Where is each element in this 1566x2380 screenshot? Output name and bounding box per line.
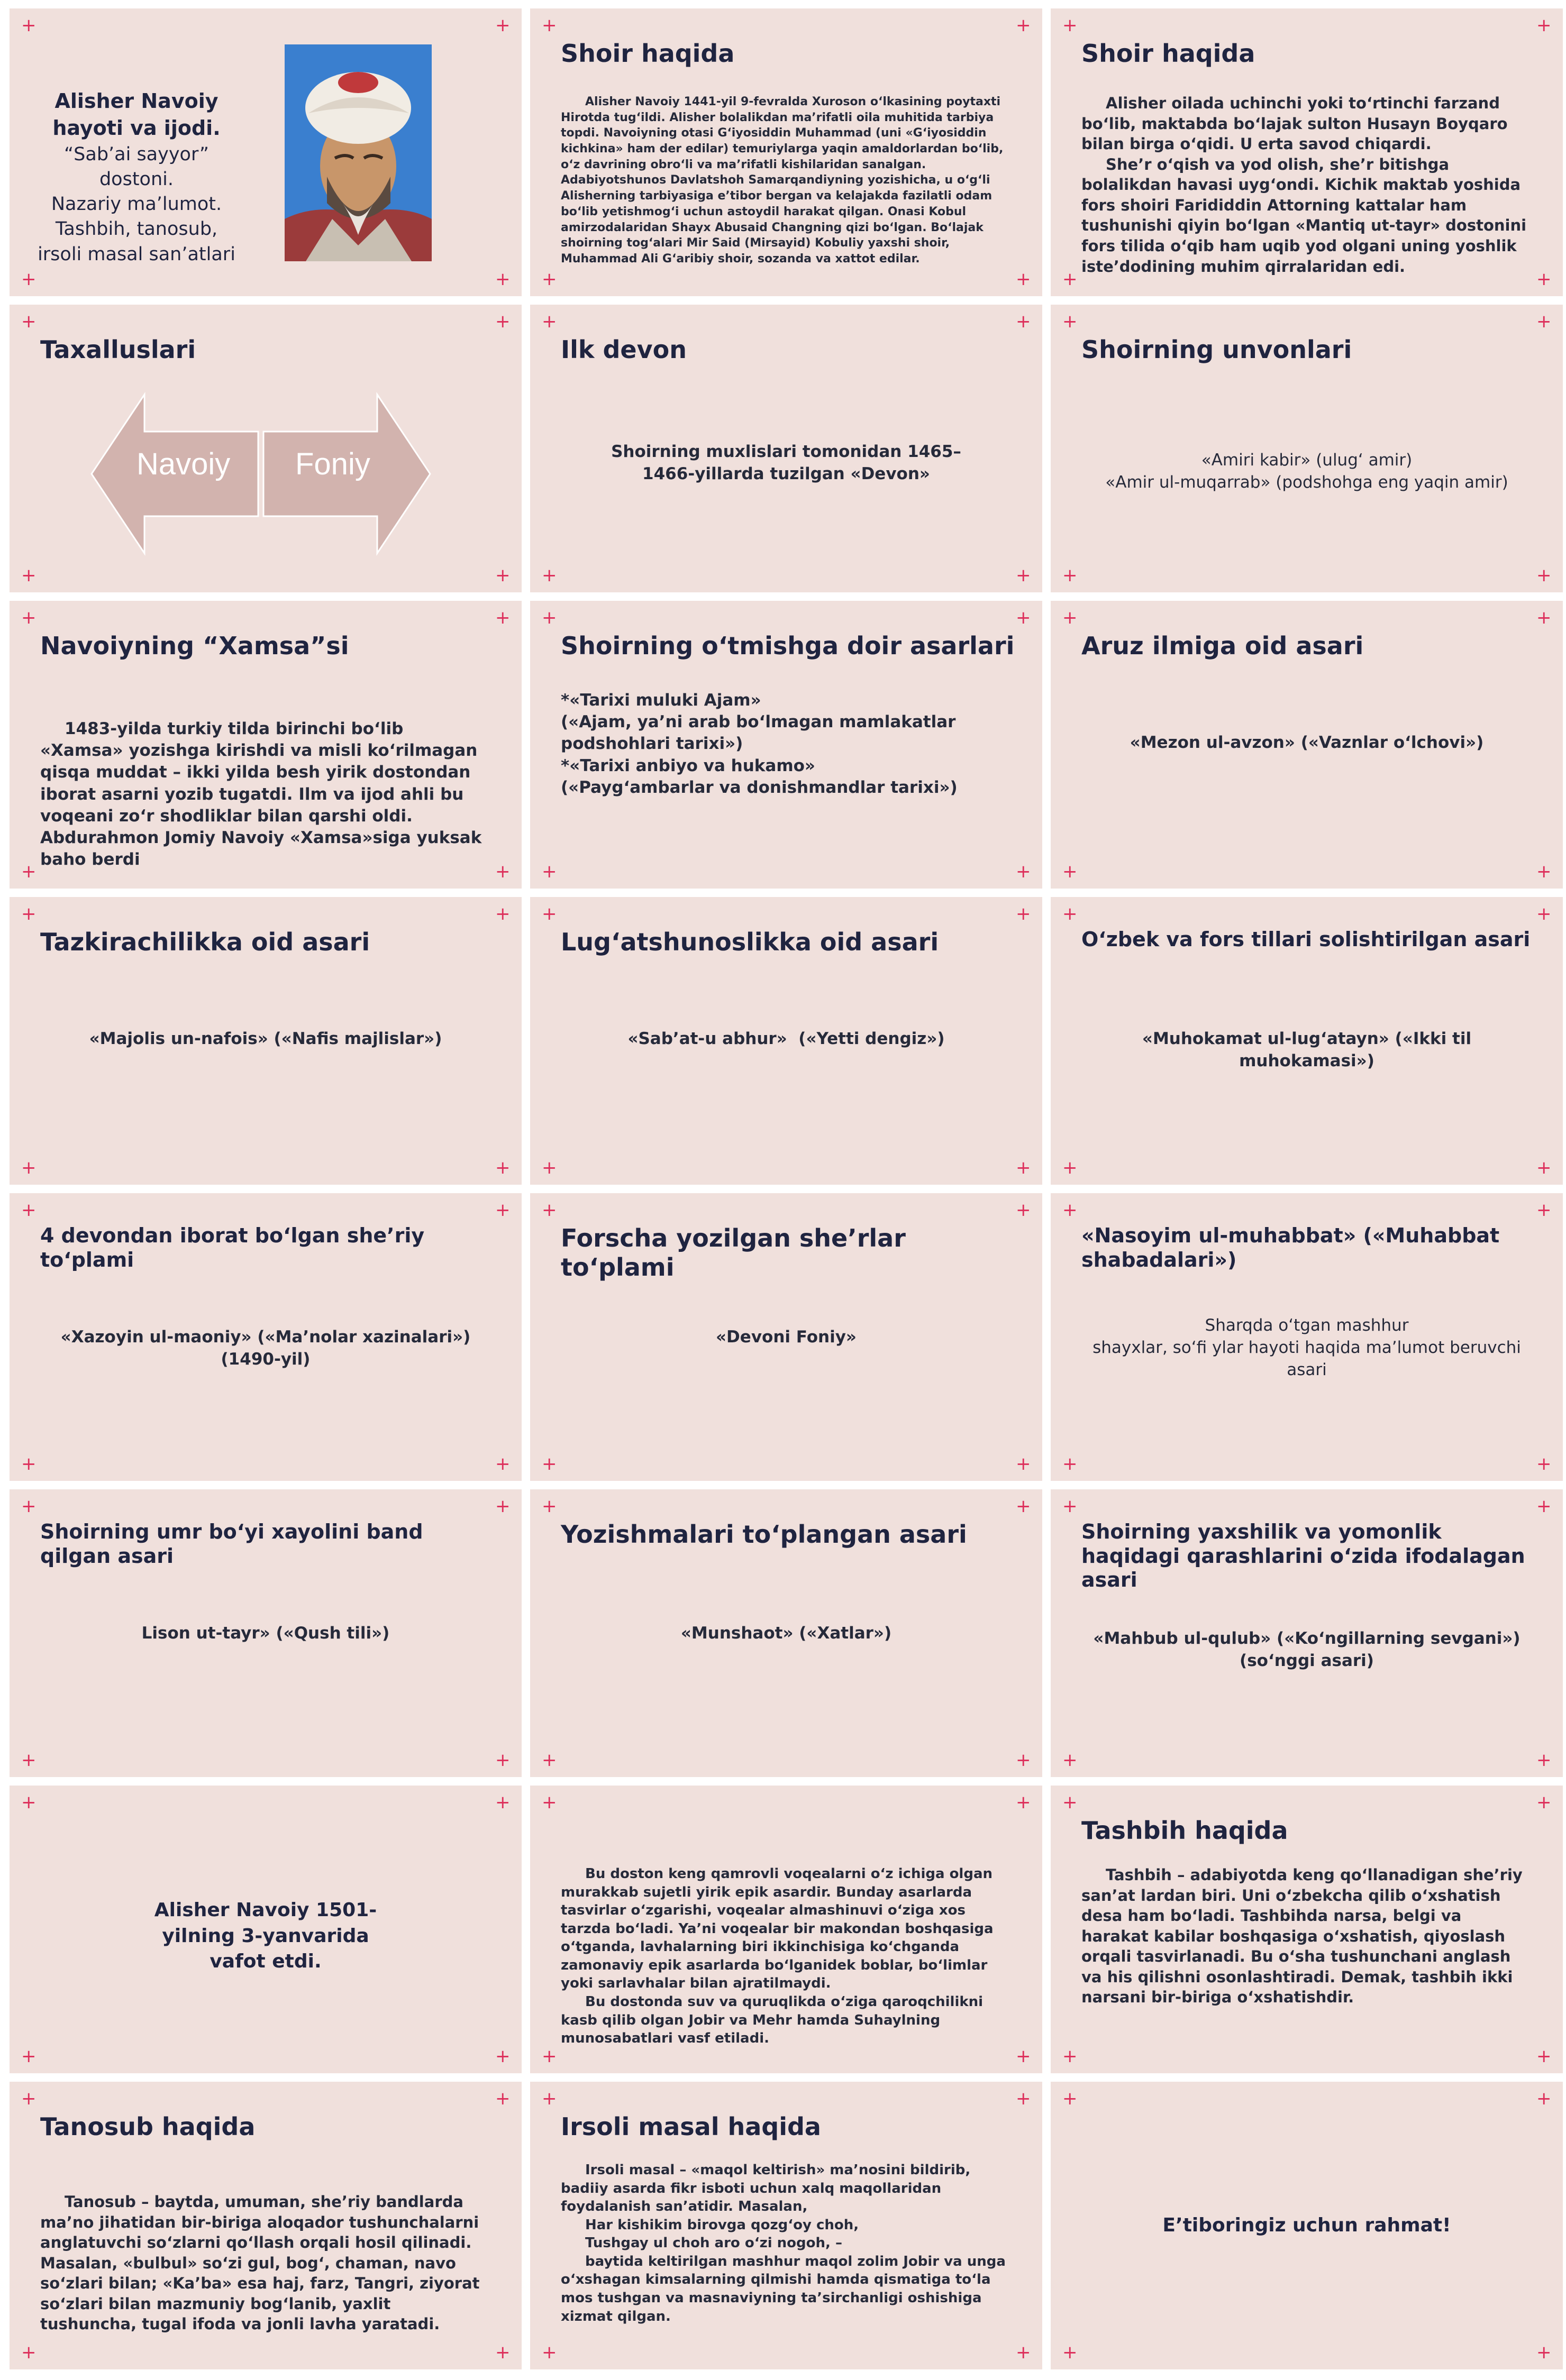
plus-icon: + <box>1062 1792 1078 1813</box>
plus-icon: + <box>1536 1496 1552 1517</box>
plus-icon: + <box>21 565 37 586</box>
plus-icon: + <box>542 903 557 924</box>
slide-17-title: Yozishmalari to‘plangan asari <box>561 1520 967 1549</box>
plus-icon: + <box>1016 1792 1031 1813</box>
slide-3-paragraph: Alisher oilada uchinchi yoki to‘rtinchi farzand bo‘lib, maktabda bo‘lajak sulton Husayn Boyqaro bilan birga o‘qidi. U erta savod chiqardi. <box>1081 94 1508 153</box>
slide-21-title: Tashbih haqida <box>1081 1816 1288 1845</box>
slide-2[interactable] <box>530 8 1042 296</box>
slide-22-title: Tanosub haqida <box>40 2112 256 2141</box>
slide-7-title: Navoiyning “Xamsa”si <box>40 631 349 660</box>
slide-6-body <box>1082 450 1531 494</box>
slide-2-title: Shoir haqida <box>561 39 735 68</box>
plus-icon: + <box>542 1453 557 1475</box>
plus-icon: + <box>21 1157 37 1178</box>
slide-20-body <box>561 1865 1010 2048</box>
slide-1-title: Alisher Navoiy hayoti va ijodi. <box>52 89 221 140</box>
plus-icon: + <box>21 1750 37 1771</box>
slide-11[interactable] <box>530 897 1042 1185</box>
plus-icon: + <box>542 2088 557 2109</box>
arrow-label-navoiy: Navoiy <box>136 447 231 481</box>
quote-line: Har kishikim birovga qozg‘oy choh, <box>585 2217 859 2233</box>
slide-10[interactable] <box>10 897 522 1185</box>
slide-13-body: «Xazoyin ul-maoniy» («Ma’nolar xazinalari») (1490-yil) <box>60 1328 471 1369</box>
slide-22-body: Tanosub – baytda, umuman, she’riy bandlarda ma’no jihatidan bir-biriga aloqador tushunchalarni anglatuvchi so‘zlarni qo‘llash orqali hosil qilinadi. Masalan, «bulbul» so‘zi gul, bog‘, chaman, navo so‘zlari bilan; «Ka’ba» esa haj, farz, Tangri, ziyorat so‘zlari bilan mazmuniy bog‘lanib, yaxlit tushuncha, tugal ifoda va jonli lavha yaratadi. <box>40 2193 480 2333</box>
slide-3-title: Shoir haqida <box>1081 39 1255 68</box>
plus-icon: + <box>1536 903 1552 924</box>
plus-icon: + <box>1062 903 1078 924</box>
slide-11-title: Lug‘atshunoslikka oid asari <box>561 928 939 956</box>
work-line: *«Tarixi anbiyo va hukamo» <box>561 756 815 775</box>
plus-icon: + <box>495 269 511 290</box>
plus-icon: + <box>1062 861 1078 882</box>
plus-icon: + <box>495 15 511 36</box>
plus-icon: + <box>1016 861 1031 882</box>
slide-17[interactable] <box>530 1489 1042 1777</box>
plus-icon: + <box>1062 15 1078 36</box>
slide-10-body: «Majolis un-nafois» («Nafis majlislar») <box>89 1029 442 1048</box>
slide-18-body <box>1082 1628 1531 1672</box>
plus-icon: + <box>1016 2088 1031 2109</box>
slide-1[interactable] <box>10 8 522 296</box>
plus-icon: + <box>1062 2046 1078 2067</box>
slide-8[interactable] <box>530 601 1042 889</box>
plus-icon: + <box>542 311 557 332</box>
slide-20-paragraph: Bu dostonda suv va quruqlikda o‘ziga qaroqchilikni kasb qilib olgan Jobir va Mehr hamda Suhaylning munosabatlari vasf etiladi. <box>561 1994 984 2047</box>
work-line: («Payg‘ambarlar va donishmandlar tarixi») <box>561 777 958 797</box>
plus-icon: + <box>542 607 557 628</box>
plus-icon: + <box>542 15 557 36</box>
slide-4-title: Taxalluslari <box>40 335 196 364</box>
plus-icon: + <box>21 2088 37 2109</box>
plus-icon: + <box>542 861 557 882</box>
slide-1-text <box>31 88 242 267</box>
plus-icon: + <box>21 1496 37 1517</box>
title-line: «Amir ul-muqarrab» (podshohga eng yaqin amir) <box>1105 472 1508 492</box>
slide-1-line: Tashbih, tanosub, irsoli masal san’atlari <box>38 218 235 265</box>
plus-icon: + <box>21 861 37 882</box>
slide-24[interactable] <box>1051 2082 1563 2369</box>
plus-icon: + <box>542 2046 557 2067</box>
plus-icon: + <box>495 1157 511 1178</box>
plus-icon: + <box>1062 1200 1078 1221</box>
slide-1-line: “Sab’ai sayyor” dostoni. <box>64 143 209 190</box>
work-line: (so‘nggi asari) <box>1240 1651 1374 1670</box>
plus-icon: + <box>542 565 557 586</box>
plus-icon: + <box>1016 269 1031 290</box>
plus-icon: + <box>1016 1157 1031 1178</box>
slide-24-body: E’tiboringiz uchun rahmat! <box>1162 2214 1451 2236</box>
plus-icon: + <box>1016 1200 1031 1221</box>
description-line: shayxlar, so‘fi ylar hayoti haqida ma’lumot beruvchi asari <box>1092 1338 1521 1379</box>
plus-icon: + <box>1536 565 1552 586</box>
plus-icon: + <box>1536 1792 1552 1813</box>
plus-icon: + <box>21 15 37 36</box>
plus-icon: + <box>1536 15 1552 36</box>
plus-icon: + <box>495 1496 511 1517</box>
plus-icon: + <box>1536 861 1552 882</box>
plus-icon: + <box>1016 565 1031 586</box>
plus-icon: + <box>542 1496 557 1517</box>
slide-6[interactable] <box>1051 305 1563 592</box>
slide-5[interactable] <box>530 305 1042 592</box>
plus-icon: + <box>1536 1200 1552 1221</box>
plus-icon: + <box>21 2046 37 2067</box>
slide-5-body: Shoirning muxlislari tomonidan 1465–1466-yillarda tuzilgan «Devon» <box>611 442 961 483</box>
description-line: Sharqda o‘tgan mashhur <box>1205 1316 1409 1335</box>
slide-1-line: Nazariy ma’lumot. <box>51 194 222 215</box>
slide-16-title: Shoirning umr bo‘yi xayolini band qilgan asari <box>40 1520 423 1568</box>
slide-23[interactable] <box>530 2082 1042 2369</box>
plus-icon: + <box>1062 1750 1078 1771</box>
slide-6-title: Shoirning unvonlari <box>1081 335 1352 364</box>
slide-13[interactable] <box>10 1193 522 1481</box>
slide-3-body <box>1081 93 1531 277</box>
plus-icon: + <box>1016 2046 1031 2067</box>
plus-icon: + <box>495 2088 511 2109</box>
plus-icon: + <box>21 1453 37 1475</box>
slide-5-title: Ilk devon <box>561 335 687 364</box>
plus-icon: + <box>1536 2088 1552 2109</box>
plus-icon: + <box>21 903 37 924</box>
slide-17-body: «Munshaot» («Xatlar») <box>680 1624 892 1643</box>
slide-21-body: Tashbih – adabiyotda keng qo‘llanadigan she’riy san’at lardan biri. Uni o‘zbekcha qilib o‘xshatish desa ham bo‘ladi. Tashbihda narsa, belgi va harakat kabilar boshqasiga o‘xshatish, qiyoslash orqali tasvirlanadi. Bu o‘sha tushunchani anglash va his qilishni osonlashtiradi. Demak, tashbih ikki narsani bir-biriga o‘xshatishdir. <box>1081 1866 1523 2007</box>
title-line: «Amiri kabir» (ulug‘ amir) <box>1201 451 1413 470</box>
plus-icon: + <box>542 2342 557 2363</box>
plus-icon: + <box>1536 1750 1552 1771</box>
slide-13-title: 4 devondan iborat bo‘lgan she’riy to‘plami <box>40 1224 425 1271</box>
plus-icon: + <box>542 1792 557 1813</box>
slide-16-body: Lison ut-tayr» («Qush tili») <box>141 1624 390 1643</box>
plus-icon: + <box>495 1750 511 1771</box>
plus-icon: + <box>1062 1453 1078 1475</box>
slide-15-title: «Nasoyim ul-muhabbat» («Muhabbat shabadalari») <box>1081 1224 1500 1271</box>
plus-icon: + <box>1062 1496 1078 1517</box>
plus-icon: + <box>21 607 37 628</box>
quote-line: Tushgay ul choh aro o‘zi nogoh, – <box>585 2235 842 2251</box>
slide-10-title: Tazkirachilikka oid asari <box>40 928 370 956</box>
plus-icon: + <box>1062 2342 1078 2363</box>
plus-icon: + <box>495 607 511 628</box>
plus-icon: + <box>21 1792 37 1813</box>
slide-19[interactable] <box>10 1786 522 2073</box>
slide-23-paragraph: Irsoli masal – «maqol keltirish» ma’nosini bildirib, badiiy asarda fikr isboti uchun xalq maqollaridan foydalanish san’atidir. Masalan, <box>561 2162 971 2215</box>
plus-icon: + <box>1062 269 1078 290</box>
slide-18-title: Shoirning yaxshilik va yomonlik haqidagi qarashlarini o‘zida ifodalagan asari <box>1081 1520 1525 1592</box>
slide-18[interactable] <box>1051 1489 1563 1777</box>
plus-icon: + <box>495 565 511 586</box>
plus-icon: + <box>1062 565 1078 586</box>
plus-icon: + <box>495 1200 511 1221</box>
slide-12[interactable] <box>1051 897 1563 1185</box>
slide-9-body: «Mezon ul-avzon» («Vaznlar o‘lchovi») <box>1130 733 1484 752</box>
plus-icon: + <box>21 2342 37 2363</box>
plus-icon: + <box>1016 2342 1031 2363</box>
plus-icon: + <box>1536 607 1552 628</box>
plus-icon: + <box>21 269 37 290</box>
plus-icon: + <box>542 1750 557 1771</box>
plus-icon: + <box>1536 1453 1552 1475</box>
slide-23-paragraph: baytida keltirilgan mashhur maqol zolim Jobir va unga o‘xshagan kimsalarning qilmishi hamda qismatiga to‘la mos tushgan va masnaviyning ta’sirchanligi oshishiga xizmat qilgan. <box>561 2253 1006 2324</box>
slide-15[interactable] <box>1051 1193 1563 1481</box>
plus-icon: + <box>1016 15 1031 36</box>
slide-22[interactable] <box>10 2082 522 2369</box>
plus-icon: + <box>1016 903 1031 924</box>
plus-icon: + <box>1536 1157 1552 1178</box>
slide-9[interactable] <box>1051 601 1563 889</box>
work-line: *«Tarixi muluki Ajam» <box>561 691 761 710</box>
plus-icon: + <box>1016 607 1031 628</box>
poet-portrait-image <box>285 44 432 261</box>
plus-icon: + <box>1016 1453 1031 1475</box>
plus-icon: + <box>495 2342 511 2363</box>
slide-15-body <box>1082 1315 1531 1381</box>
plus-icon: + <box>1536 2046 1552 2067</box>
plus-icon: + <box>1062 607 1078 628</box>
slide-19-body: Alisher Navoiy 1501-yilning 3-yanvarida vafot etdi. <box>154 1899 377 1973</box>
slide-21[interactable] <box>1051 1786 1563 2073</box>
plus-icon: + <box>1062 311 1078 332</box>
plus-icon: + <box>1016 311 1031 332</box>
plus-icon: + <box>1536 269 1552 290</box>
slide-9-title: Aruz ilmiga oid asari <box>1081 631 1364 660</box>
slide-11-body: «Sab’at-u abhur» («Yetti dengiz») <box>627 1029 945 1048</box>
slide-16[interactable] <box>10 1489 522 1777</box>
slide-12-body: «Muhokamat ul-lug‘atayn» («Ikki til muhokamasi») <box>1142 1029 1472 1070</box>
slide-14-body: «Devoni Foniy» <box>716 1328 857 1347</box>
plus-icon: + <box>1016 1496 1031 1517</box>
slide-2-body: Alisher Navoiy 1441-yil 9-fevralda Xuroson o‘lkasining poytaxti Hirotda tug‘ildi. Alisher bolalikdan ma’rifatli oila muhitida tarbiya topdi. Navoiyning otasi G‘iyosiddin Muhammad (uni «G‘iyosiddin kichkina» ham der edilar) temuriylarga yaqin amaldorlardan bo‘lib, o‘z davrining obro‘li va ma’rifatli kishilaridan sanalgan. Adabiyotshunos Davlatshoh Samarqandiyning yozishicha, u o‘g‘li Alisherning tarbiyasiga e’tibor bergan va kelajakda fazilatli odam bo‘lib yetishmog‘i uchun astoydil harakat qilgan. Onasi Kobul amirzodalaridan Shayx Abusaid Changning qizi bo‘lgan. Bo‘lajak shoirning tog‘alari Mir Said (Mirsayid) Kobuliy yaxshi shoir, Muhammad Ali G‘aribiy shoir, sozanda va xattot edilar. <box>561 95 1004 266</box>
plus-icon: + <box>1536 2342 1552 2363</box>
plus-icon: + <box>21 1200 37 1221</box>
plus-icon: + <box>495 1792 511 1813</box>
plus-icon: + <box>1536 311 1552 332</box>
work-line: «Mahbub ul-qulub» («Ko‘ngillarning sevgani») <box>1093 1629 1521 1648</box>
work-line: («Ajam, ya’ni arab bo‘lmagan mamlakatlar podshohlari tarixi») <box>561 712 956 754</box>
plus-icon: + <box>495 903 511 924</box>
slide-8-title: Shoirning o‘tmishga doir asarlari <box>561 631 1015 660</box>
plus-icon: + <box>1016 1750 1031 1771</box>
slide-20[interactable] <box>530 1786 1042 2073</box>
plus-icon: + <box>542 269 557 290</box>
plus-icon: + <box>1062 1157 1078 1178</box>
plus-icon: + <box>495 861 511 882</box>
plus-icon: + <box>542 1157 557 1178</box>
slide-20-paragraph: Bu doston keng qamrovli voqealarni o‘z ichiga olgan murakkab sujetli yirik epik asardir. Bunday asarlarda tasvirlar o‘zgarishi, voqealar almashinuvi o‘ziga xos tarzda bo‘ladi. Ya’ni voqealar bir makondan boshqasiga o‘tganda, lavhalarning biri ikkinchisiga ko‘chganda zamonaviy epik asarlarda bo‘lganidek boblar, bo‘limlar yoki sarlavhalar bilan ajratilmaydi. <box>561 1866 994 1992</box>
arrow-label-foniy: Foniy <box>295 447 370 481</box>
slide-3[interactable] <box>1051 8 1563 296</box>
slide-7-body: 1483-yilda turkiy tilda birinchi bo‘lib «Xamsa» yozishga kirishdi va misli ko‘rilmagan qisqa muddat – ikki yilda besh yirik dostondan iborat asarni yozib tugatdi. Ilm va ijod ahli bu voqeani zo‘r shodliklar bilan qarshi oldi. Abdurahmon Jomiy Navoiy «Xamsa»siga yuksak baho berdi <box>40 719 482 869</box>
plus-icon: + <box>495 2046 511 2067</box>
plus-icon: + <box>542 1200 557 1221</box>
slide-14-title: Forscha yozilgan she’rlar to‘plami <box>561 1224 906 1282</box>
plus-icon: + <box>495 1453 511 1475</box>
slide-4[interactable] <box>10 305 522 592</box>
slide-3-paragraph: She’r o‘qish va yod olish, she’r bitishga bolalikdan havasi uyg‘ondi. Kichik maktab yoshida fors shoiri Farididdin Attorning kattalar ham tushunishi qiyin bo‘lgan «Mantiq ut-tayr» dostonini fors tilida o‘qib ham uqib yod olgani uning yoshlik iste’dodining muhim qirralaridan edi. <box>1081 155 1527 276</box>
slide-23-body <box>561 2161 1010 2326</box>
slide-7[interactable] <box>10 601 522 889</box>
slide-23-title: Irsoli masal haqida <box>561 2112 821 2141</box>
plus-icon: + <box>1062 2088 1078 2109</box>
slide-14[interactable] <box>530 1193 1042 1481</box>
plus-icon: + <box>495 311 511 332</box>
plus-icon: + <box>21 311 37 332</box>
slide-12-title: O‘zbek va fors tillari solishtirilgan asari <box>1081 928 1531 951</box>
slide-8-body <box>561 690 1010 799</box>
